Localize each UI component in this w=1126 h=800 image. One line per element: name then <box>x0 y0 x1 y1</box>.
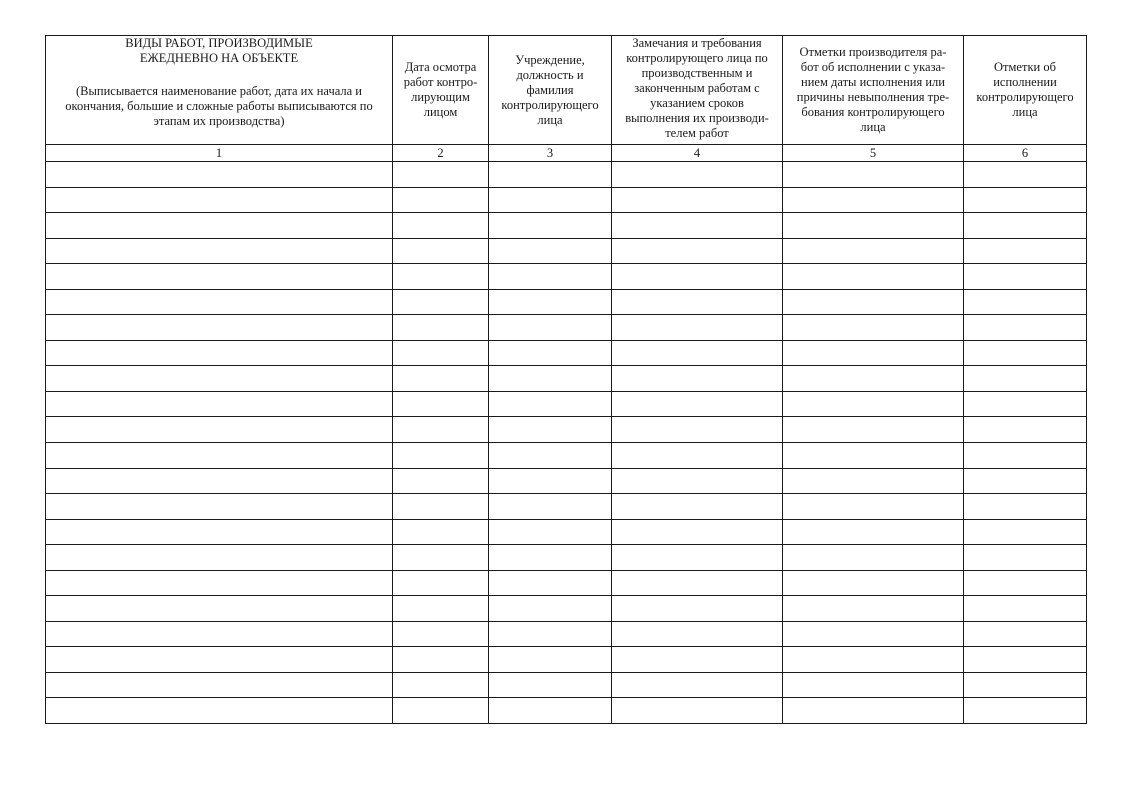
inspector-notes-cell[interactable] <box>964 213 1087 239</box>
table-row <box>46 366 1087 392</box>
remarks-cell[interactable] <box>612 162 783 188</box>
contractor-notes-cell[interactable] <box>783 391 964 417</box>
inspection-date-cell[interactable] <box>393 213 489 239</box>
inspection-date-cell[interactable] <box>393 340 489 366</box>
inspector-notes-cell[interactable] <box>964 494 1087 520</box>
inspector-notes-cell[interactable] <box>964 519 1087 545</box>
institution-cell[interactable] <box>489 213 612 239</box>
remarks-cell[interactable] <box>612 417 783 443</box>
inspector-notes-cell[interactable] <box>964 570 1087 596</box>
inspector-notes-cell[interactable] <box>964 647 1087 673</box>
contractor-notes-cell[interactable] <box>783 340 964 366</box>
remarks-cell[interactable] <box>612 545 783 571</box>
inspection-date-cell[interactable] <box>393 315 489 341</box>
column-number: 1 <box>46 145 393 162</box>
remarks-cell[interactable] <box>612 570 783 596</box>
contractor-notes-cell[interactable] <box>783 647 964 673</box>
institution-cell[interactable] <box>489 264 612 290</box>
work-type-cell[interactable] <box>46 443 393 469</box>
institution-cell[interactable] <box>489 698 612 724</box>
remarks-cell[interactable] <box>612 672 783 698</box>
table-row <box>46 417 1087 443</box>
contractor-notes-cell[interactable] <box>783 213 964 239</box>
work-type-cell[interactable] <box>46 545 393 571</box>
header-work-types <box>46 36 393 145</box>
inspector-notes-cell[interactable] <box>964 187 1087 213</box>
inspection-date-cell[interactable] <box>393 545 489 571</box>
work-type-cell[interactable] <box>46 187 393 213</box>
work-type-cell[interactable] <box>46 391 393 417</box>
work-type-cell[interactable] <box>46 519 393 545</box>
remarks-cell[interactable] <box>612 340 783 366</box>
inspector-notes-cell[interactable] <box>964 596 1087 622</box>
table-row <box>46 545 1087 571</box>
table-row <box>46 238 1087 264</box>
contractor-notes-cell[interactable] <box>783 366 964 392</box>
table-row <box>46 443 1087 469</box>
inspector-notes-cell[interactable] <box>964 621 1087 647</box>
inspection-date-cell[interactable] <box>393 519 489 545</box>
remarks-cell[interactable] <box>612 621 783 647</box>
header-remarks-requirements: Замечания и требования контролирующего лица по производственным и законченным работам с указанием сроков выполнения их производи- телем работ <box>612 36 783 145</box>
work-type-cell[interactable] <box>46 162 393 188</box>
remarks-cell[interactable] <box>612 494 783 520</box>
inspection-date-cell[interactable] <box>393 417 489 443</box>
header-contractor-notes: Отметки производителя ра- бот об исполнении с указа- нием даты исполнения или причины невыполнения тре- бования контролирующего лица <box>783 36 964 145</box>
inspection-date-cell[interactable] <box>393 187 489 213</box>
inspection-date-cell[interactable] <box>393 698 489 724</box>
table-row <box>46 672 1087 698</box>
column-number: 2 <box>393 145 489 162</box>
institution-cell[interactable] <box>489 519 612 545</box>
table-row <box>46 162 1087 188</box>
work-type-cell[interactable] <box>46 289 393 315</box>
column-number: 4 <box>612 145 783 162</box>
inspection-date-cell[interactable] <box>393 264 489 290</box>
institution-cell[interactable] <box>489 289 612 315</box>
inspection-date-cell[interactable] <box>393 494 489 520</box>
table-row <box>46 596 1087 622</box>
inspection-date-cell[interactable] <box>393 366 489 392</box>
remarks-cell[interactable] <box>612 366 783 392</box>
inspector-notes-cell[interactable] <box>964 238 1087 264</box>
header-work-types-note: (Выписывается наименование работ, дата их начала и окончания, большие и сложные работы выписываются по этапам их производства) <box>65 84 373 128</box>
table-row <box>46 391 1087 417</box>
inspector-notes-cell[interactable] <box>964 366 1087 392</box>
contractor-notes-cell[interactable] <box>783 698 964 724</box>
table-row <box>46 647 1087 673</box>
remarks-cell[interactable] <box>612 443 783 469</box>
inspector-notes-cell[interactable] <box>964 443 1087 469</box>
remarks-cell[interactable] <box>612 468 783 494</box>
inspection-date-cell[interactable] <box>393 672 489 698</box>
institution-cell[interactable] <box>489 647 612 673</box>
work-type-cell[interactable] <box>46 315 393 341</box>
table-row <box>46 494 1087 520</box>
work-type-cell[interactable] <box>46 494 393 520</box>
inspection-date-cell[interactable] <box>393 621 489 647</box>
header-row <box>46 36 1087 145</box>
work-type-cell[interactable] <box>46 647 393 673</box>
table-body <box>46 162 1087 724</box>
work-type-cell[interactable] <box>46 698 393 724</box>
work-type-cell[interactable] <box>46 417 393 443</box>
remarks-cell[interactable] <box>612 238 783 264</box>
column-number: 6 <box>964 145 1087 162</box>
contractor-notes-cell[interactable] <box>783 264 964 290</box>
work-type-cell[interactable] <box>46 672 393 698</box>
inspection-date-cell[interactable] <box>393 570 489 596</box>
inspector-notes-cell[interactable] <box>964 289 1087 315</box>
inspection-date-cell[interactable] <box>393 468 489 494</box>
inspector-notes-cell[interactable] <box>964 162 1087 188</box>
remarks-cell[interactable] <box>612 315 783 341</box>
inspector-notes-cell[interactable] <box>964 391 1087 417</box>
table-row <box>46 519 1087 545</box>
table-row <box>46 289 1087 315</box>
table-row <box>46 187 1087 213</box>
contractor-notes-cell[interactable] <box>783 519 964 545</box>
remarks-cell[interactable] <box>612 213 783 239</box>
contractor-notes-cell[interactable] <box>783 417 964 443</box>
institution-cell[interactable] <box>489 494 612 520</box>
table-row <box>46 621 1087 647</box>
work-type-cell[interactable] <box>46 570 393 596</box>
contractor-notes-cell[interactable] <box>783 545 964 571</box>
institution-cell[interactable] <box>489 621 612 647</box>
institution-cell[interactable] <box>489 187 612 213</box>
institution-cell[interactable] <box>489 340 612 366</box>
header-inspector-notes: Отметки об исполнении контролирующего лица <box>964 36 1087 145</box>
institution-cell[interactable] <box>489 366 612 392</box>
work-type-cell[interactable] <box>46 213 393 239</box>
inspection-date-cell[interactable] <box>393 596 489 622</box>
inspector-notes-cell[interactable] <box>964 698 1087 724</box>
work-type-cell[interactable] <box>46 596 393 622</box>
inspection-date-cell[interactable] <box>393 238 489 264</box>
remarks-cell[interactable] <box>612 289 783 315</box>
contractor-notes-cell[interactable] <box>783 672 964 698</box>
work-type-cell[interactable] <box>46 468 393 494</box>
table-row <box>46 340 1087 366</box>
contractor-notes-cell[interactable] <box>783 570 964 596</box>
contractor-notes-cell[interactable] <box>783 621 964 647</box>
institution-cell[interactable] <box>489 162 612 188</box>
inspection-date-cell[interactable] <box>393 162 489 188</box>
institution-cell[interactable] <box>489 596 612 622</box>
column-number: 3 <box>489 145 612 162</box>
institution-cell[interactable] <box>489 570 612 596</box>
contractor-notes-cell[interactable] <box>783 315 964 341</box>
table-row <box>46 570 1087 596</box>
contractor-notes-cell[interactable] <box>783 162 964 188</box>
work-type-cell[interactable] <box>46 340 393 366</box>
inspector-notes-cell[interactable] <box>964 468 1087 494</box>
remarks-cell[interactable] <box>612 647 783 673</box>
remarks-cell[interactable] <box>612 519 783 545</box>
contractor-notes-cell[interactable] <box>783 596 964 622</box>
institution-cell[interactable] <box>489 545 612 571</box>
inspector-notes-cell[interactable] <box>964 417 1087 443</box>
inspector-notes-cell[interactable] <box>964 315 1087 341</box>
contractor-notes-cell[interactable] <box>783 494 964 520</box>
inspector-notes-cell[interactable] <box>964 672 1087 698</box>
inspection-date-cell[interactable] <box>393 443 489 469</box>
table-row <box>46 315 1087 341</box>
work-type-cell[interactable] <box>46 366 393 392</box>
remarks-cell[interactable] <box>612 187 783 213</box>
institution-cell[interactable] <box>489 417 612 443</box>
contractor-notes-cell[interactable] <box>783 238 964 264</box>
remarks-cell[interactable] <box>612 264 783 290</box>
institution-cell[interactable] <box>489 443 612 469</box>
work-type-cell[interactable] <box>46 264 393 290</box>
contractor-notes-cell[interactable] <box>783 187 964 213</box>
work-type-cell[interactable] <box>46 621 393 647</box>
remarks-cell[interactable] <box>612 698 783 724</box>
inspector-notes-cell[interactable] <box>964 340 1087 366</box>
inspector-notes-cell[interactable] <box>964 264 1087 290</box>
contractor-notes-cell[interactable] <box>783 289 964 315</box>
remarks-cell[interactable] <box>612 596 783 622</box>
remarks-cell[interactable] <box>612 391 783 417</box>
header-institution-position: Учреждение, должность и фамилия контролирующего лица <box>489 36 612 145</box>
work-type-cell[interactable] <box>46 238 393 264</box>
column-number-row <box>46 145 1087 162</box>
institution-cell[interactable] <box>489 315 612 341</box>
table-row <box>46 468 1087 494</box>
table-row <box>46 698 1087 724</box>
inspector-notes-cell[interactable] <box>964 545 1087 571</box>
column-number: 5 <box>783 145 964 162</box>
inspection-date-cell[interactable] <box>393 647 489 673</box>
work-log-table <box>45 35 1087 724</box>
header-inspection-date: Дата осмотра работ контро- лирующим лицом <box>393 36 489 145</box>
table-row <box>46 264 1087 290</box>
institution-cell[interactable] <box>489 238 612 264</box>
inspection-date-cell[interactable] <box>393 289 489 315</box>
inspection-date-cell[interactable] <box>393 391 489 417</box>
institution-cell[interactable] <box>489 672 612 698</box>
table-row <box>46 213 1087 239</box>
contractor-notes-cell[interactable] <box>783 468 964 494</box>
institution-cell[interactable] <box>489 391 612 417</box>
header-work-types-title: ВИДЫ РАБОТ, ПРОИЗВОДИМЫЕ ЕЖЕДНЕВНО НА ОБЪЕКТЕ <box>125 36 313 65</box>
institution-cell[interactable] <box>489 468 612 494</box>
contractor-notes-cell[interactable] <box>783 443 964 469</box>
